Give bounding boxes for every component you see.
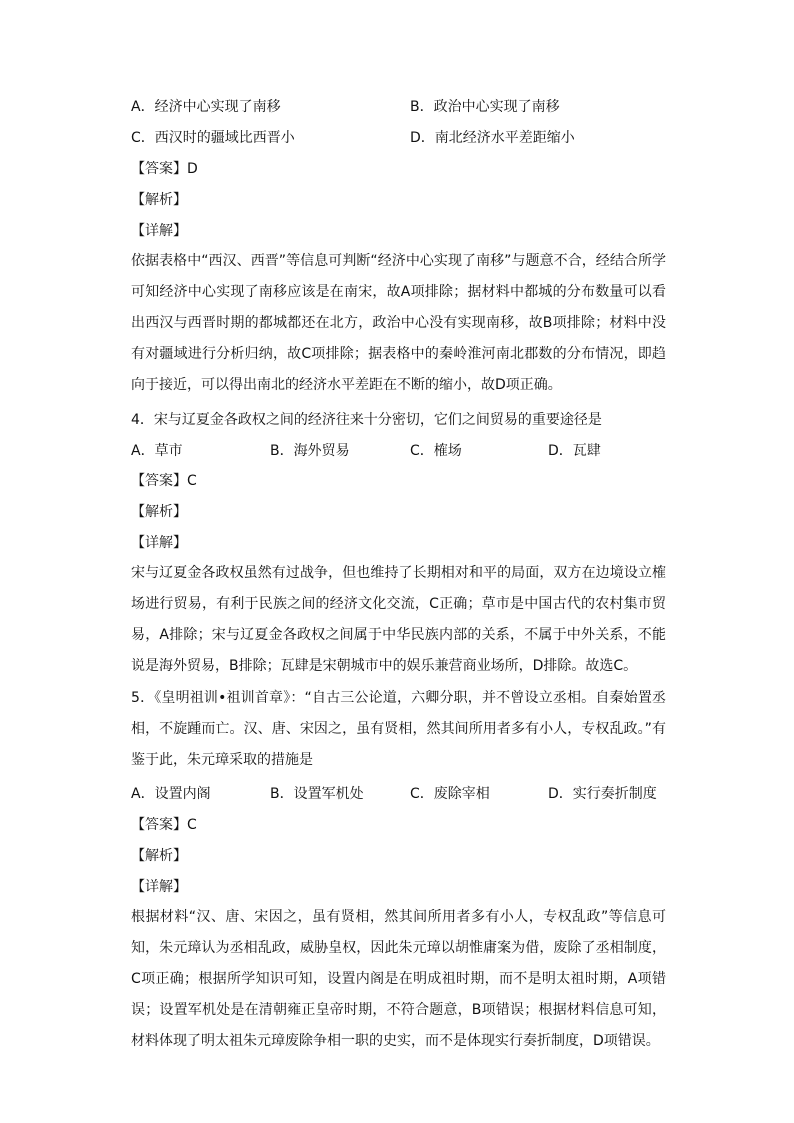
q4-answer: 【答案】C — [131, 473, 197, 489]
q3-analysis-label: 【解析】 — [131, 192, 187, 208]
q3-option-a: A．经济中心实现了南移 — [131, 99, 281, 115]
q4-stem: 4．宋与辽夏金各政权之间的经济往来十分密切，它们之间贸易的重要途径是 — [131, 412, 602, 428]
q3-detail-label: 【详解】 — [131, 223, 187, 239]
q5-explanation: 根据材料“汉、唐、宋因之，虽有贤相，然其间所用者多有小人，专权乱政”等信息可知，朱元璋认为丞相乱政，威胁皇权，因此朱元璋以胡惟庸案为借，废除了丞相制度，C项正确；根据所学知识可知，设置内阁是在明成祖时期，而不是明太祖时期，A项错误；设置军机处是在清朝雍正皇帝时期，不符合题意，B项错误；根据材料信息可知，材料体现了明太祖朱元璋废除争相一职的史实，而不是体现实行奏折制度，D项错误。 — [131, 909, 666, 1049]
q4-explanation: 宋与辽夏金各政权虽然有过战争，但也维持了长期相对和平的局面，双方在边境设立榷场进行贸易，有利于民族之间的经济文化交流，C正确；草市是中国古代的农村集市贸易，A排除；宋与辽夏金各政权之间属于中华民族内部的关系，不属于中外关系，不能说是海外贸易，B排除；瓦肆是宋朝城市中的娱乐兼营商业场所，D排除。故选C。 — [131, 565, 666, 674]
q5-analysis-label: 【解析】 — [131, 848, 187, 864]
q5-option-b: B．设置军机处 — [270, 786, 364, 802]
q3-option-d: D．南北经济水平差距缩小 — [410, 130, 575, 146]
q4-detail-label: 【详解】 — [131, 535, 187, 551]
q3-option-c: C．西汉时的疆域比西晋小 — [131, 130, 295, 146]
q5-option-a: A．设置内阁 — [131, 786, 211, 802]
q5-option-c: C．废除宰相 — [410, 786, 490, 802]
q4-option-a: A．草市 — [131, 443, 183, 459]
q5-answer: 【答案】C — [131, 817, 197, 833]
q3-option-b: B．政治中心实现了南移 — [410, 99, 560, 115]
q3-explanation: 依据表格中“西汉、西晋”等信息可判断“经济中心实现了南移”与题意不合，经结合所学可知经济中心实现了南移应该是在南宋，故A项排除；据材料中都城的分布数量可以看出西汉与西晋时期的都城都还在北方，政治中心没有实现南移，故B项排除；材料中没有对疆域进行分析归纳，故C项排除；据表格中的秦岭淮河南北郡数的分布情况，即趋向于接近，可以得出南北的经济水平差距在不断的缩小，故D项正确。 — [131, 253, 666, 393]
q3-answer: 【答案】D — [131, 161, 198, 177]
q4-analysis-label: 【解析】 — [131, 504, 187, 520]
q4-option-d: D．瓦肆 — [548, 443, 601, 459]
q5-stem: 5．《皇明祖训•祖训首章》：“自古三公论道，六卿分职，并不曾设立丞相。自秦始置丞相，不旋踵而亡。汉、唐、宋因之，虽有贤相，然其间所用者多有小人，专权乱政。”有鉴于此，朱元璋采取的措施是 — [131, 690, 666, 768]
q5-detail-label: 【详解】 — [131, 879, 187, 895]
q4-option-b: B．海外贸易 — [270, 443, 350, 459]
q5-option-d: D．实行奏折制度 — [548, 786, 657, 802]
q4-option-c: C．榷场 — [410, 443, 462, 459]
